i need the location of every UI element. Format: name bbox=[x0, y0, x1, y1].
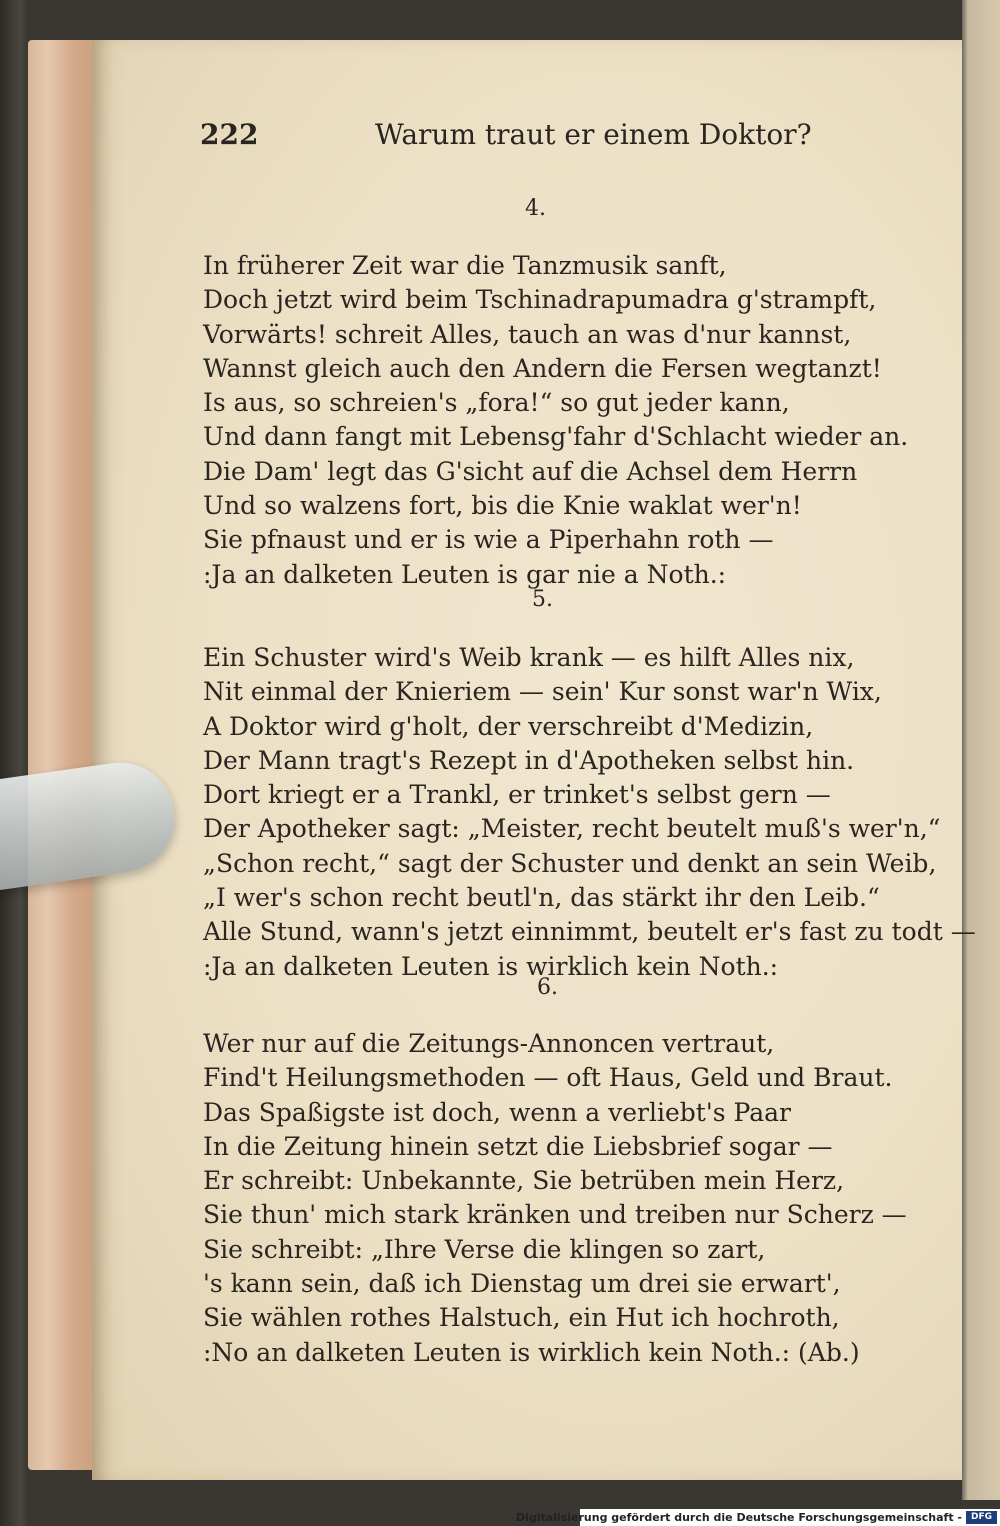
stanza-4-lines bbox=[203, 249, 908, 592]
stanza-number: 4. bbox=[525, 196, 546, 221]
verse-line: Sie wählen rothes Halstuch, ein Hut ich hochroth, bbox=[203, 1303, 840, 1333]
verse-line: „Schon recht,“ sagt der Schuster und denkt an sein Weib, bbox=[203, 848, 937, 878]
verse-line: Der Mann tragt's Rezept in d'Apotheken selbst hin. bbox=[203, 745, 855, 775]
verse-line: Wer nur auf die Zeitungs-Annoncen vertraut, bbox=[203, 1029, 775, 1058]
verse-line: :No an dalketen Leuten is wirklich kein Noth.: (Ab.) bbox=[203, 1337, 860, 1367]
verse-line: Dort kriegt er a Trankl, er trinket's selbst gern — bbox=[203, 780, 831, 810]
verse-line: Sie pfnaust und er is wie a Piperhahn roth — bbox=[203, 525, 774, 555]
verse-line: Der Apotheker sagt: „Meister, recht beutelt muß's wer'n,“ bbox=[203, 814, 941, 844]
verse-line: Und so walzens fort, bis die Knie waklat wer'n! bbox=[203, 491, 802, 521]
verse-line: Und dann fangt mit Lebensg'fahr d'Schlacht wieder an. bbox=[203, 422, 909, 452]
footer-bar bbox=[515, 1509, 1000, 1526]
stanza-5-lines bbox=[203, 641, 976, 984]
verse-line: Is aus, so schreien's „fora!“ so gut jeder kann, bbox=[203, 388, 790, 418]
verse-line: 's kann sein, daß ich Dienstag um drei sie erwart', bbox=[203, 1269, 841, 1299]
stanza-number: 6. bbox=[537, 975, 558, 1000]
verse-line: Er schreibt: Unbekannte, Sie betrüben mein Herz, bbox=[203, 1166, 845, 1196]
verse-line: :Ja an dalketen Leuten is gar nie a Noth.: bbox=[203, 559, 727, 589]
stanza-number: 5. bbox=[532, 587, 553, 612]
page-number: 222 bbox=[200, 118, 259, 151]
verse-line: Das Spaßigste ist doch, wenn a verliebt's Paar bbox=[203, 1097, 791, 1127]
verse-line: Die Dam' legt das G'sicht auf die Achsel dem Herrn bbox=[203, 456, 858, 486]
verse-line: Find't Heilungsmethoden — oft Haus, Geld und Braut. bbox=[203, 1063, 893, 1093]
verse-line: Alle Stund, wann's jetzt einnimmt, beutelt er's fast zu todt — bbox=[203, 917, 976, 947]
verse-line: In die Zeitung hinein setzt die Liebsbrief sogar — bbox=[203, 1131, 833, 1161]
book-page-edges bbox=[28, 40, 98, 1470]
running-header bbox=[200, 118, 812, 158]
dfg-logo: DFG bbox=[966, 1511, 997, 1524]
verse-line: Wannst gleich auch den Andern die Fersen wegtanzt! bbox=[203, 353, 882, 383]
verse-line: In früherer Zeit war die Tanzmusik sanft, bbox=[203, 251, 727, 280]
stanza-6-lines bbox=[203, 1027, 907, 1370]
verse-line: „I wer's schon recht beutl'n, das stärkt ihr den Leib.“ bbox=[203, 883, 880, 913]
verse-line: :Ja an dalketen Leuten is wirklich kein Noth.: bbox=[203, 951, 779, 981]
verse-line: Vorwärts! schreit Alles, tauch an was d'nur kannst, bbox=[203, 319, 852, 349]
verse-line: Sie thun' mich stark kränken und treiben nur Scherz — bbox=[203, 1200, 907, 1230]
verse-line: Doch jetzt wird beim Tschinadrapumadra g'strampft, bbox=[203, 285, 877, 315]
verse-line: Ein Schuster wird's Weib krank — es hilft Alles nix, bbox=[203, 643, 855, 672]
footer-credit: Digitalisierung gefördert durch die Deutsche Forschungsgemeinschaft - bbox=[515, 1511, 962, 1524]
verse-line: Nit einmal der Knieriem — sein' Kur sonst war'n Wix, bbox=[203, 677, 882, 707]
verse-line: A Doktor wird g'holt, der verschreibt d'Medizin, bbox=[203, 711, 814, 741]
verse-line: Sie schreibt: „Ihre Verse die klingen so zart, bbox=[203, 1234, 766, 1264]
running-title: Warum traut er einem Doktor? bbox=[375, 118, 812, 151]
